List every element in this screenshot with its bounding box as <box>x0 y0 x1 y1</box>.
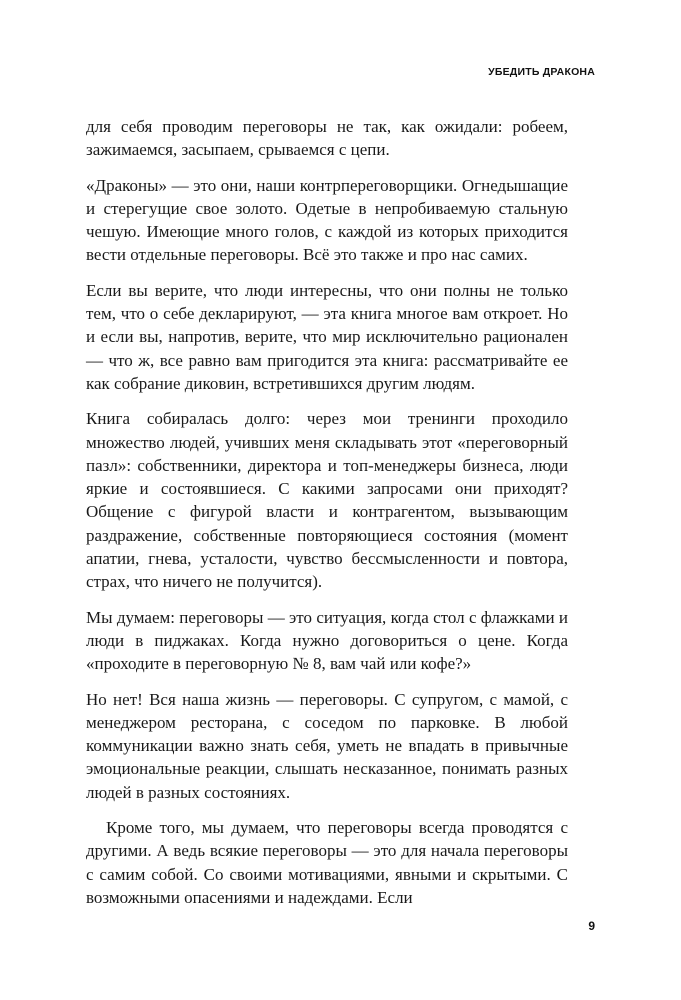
paragraph: «Драконы» — это они, наши контрпереговорщики. Огнедышащие и стерегущие свое золото. Одетые в непробиваемую стальную чешую. Имеющие много голов, с каждой из которых приходится вести отдельные переговоры. Всё это также и про нас самих. <box>86 175 568 265</box>
page-number: 9 <box>588 919 595 933</box>
body-text <box>86 115 568 921</box>
paragraph: Кроме того, мы думаем, что переговоры всегда проводятся с другими. А ведь всякие переговоры — это для начала переговоры с самим собой. Со своими мотивациями, явными и скрытыми. С возможными опасениями и надеждами. Если <box>86 818 568 907</box>
paragraph: Но нет! Вся наша жизнь — переговоры. С супругом, с мамой, с менеджером ресторана, с соседом по парковке. В любой коммуникации важно знать себя, уметь не впадать в привычные эмоциональные реакции, слышать несказанное, понимать разных людей в разных состояниях. <box>86 689 568 802</box>
paragraph: Книга собиралась долго: через мои тренинги проходило множество людей, учивших меня складывать этот «переговорный пазл»: собственники, директора и топ-менеджеры бизнеса, люди яркие и состоявшиеся. С какими запросами они приходят? Общение с фигурой власти и контрагентом, вызывающим раздражение, собственные повторяющиеся состояния (момент апатии, гнева, усталости, чувство бессмысленности и повтора, страх, что ничего не получится). <box>86 409 568 592</box>
paragraph: Мы думаем: переговоры — это ситуация, когда стол с флажками и люди в пиджаках. Когда нужно договориться о цене. Когда «проходите в переговорную № 8, вам чай или кофе?» <box>86 607 568 674</box>
running-head-title: УБЕДИТЬ ДРАКОНА <box>488 66 595 78</box>
paragraph: для себя проводим переговоры не так, как ожидали: робеем, зажимаемся, засыпаем, срываемся с цепи. <box>86 117 568 160</box>
paragraph: Если вы верите, что люди интересны, что они полны не только тем, что о себе декларируют, — эта книга многое вам откроет. Но и если вы, напротив, верите, что мир исключительно рационален — что ж, все равно вам пригодится эта книга: рассматривайте ее как собрание диковин, встретившихся другим людям. <box>86 280 568 393</box>
